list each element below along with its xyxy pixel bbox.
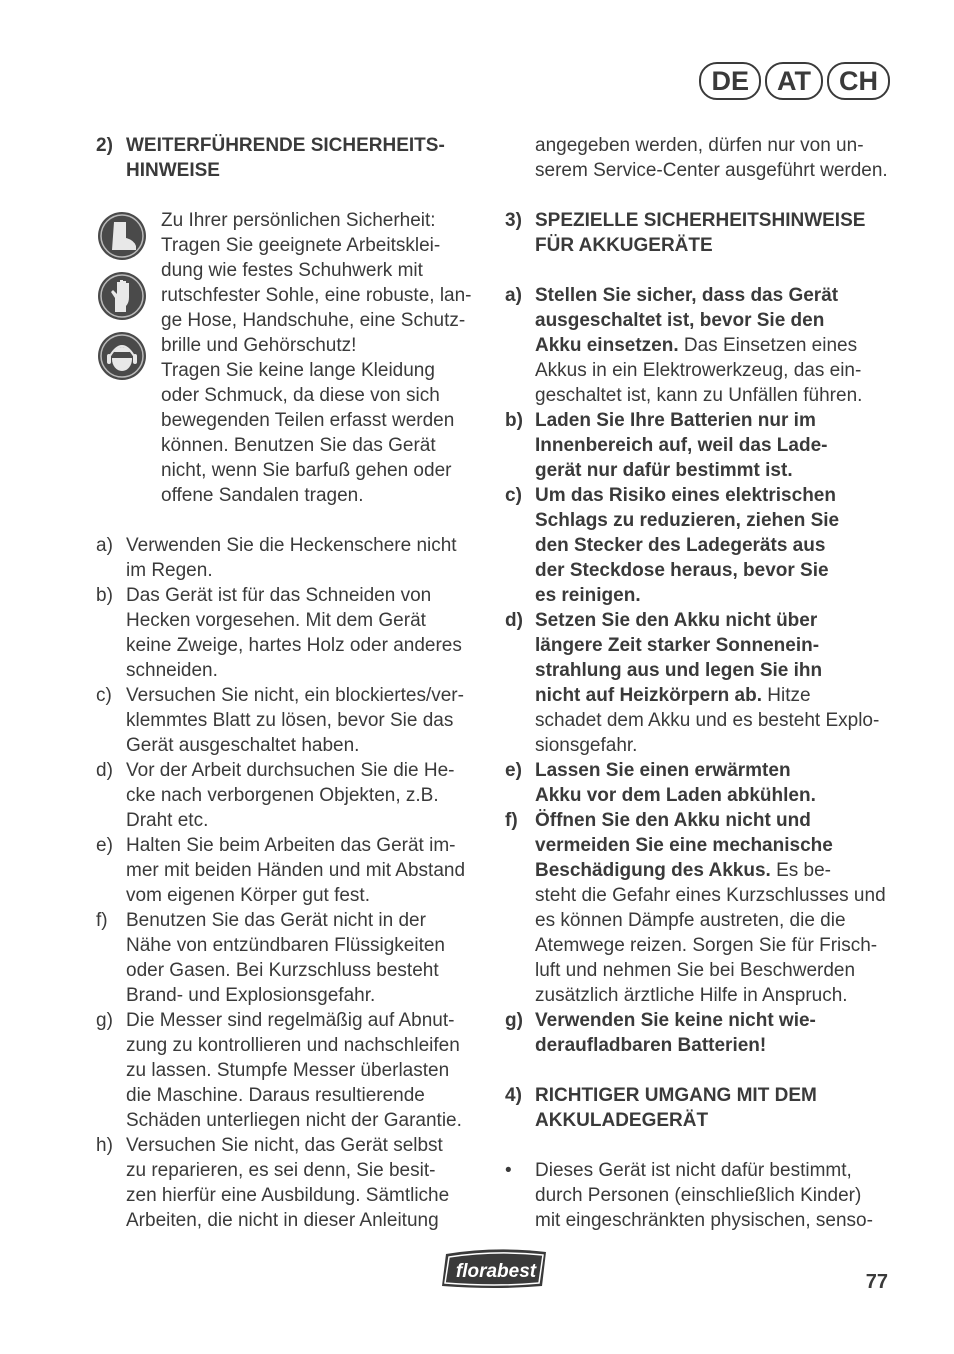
text-line: Halten Sie beim Arbeiten das Gerät im- [126, 835, 456, 856]
bold-line [535, 433, 895, 458]
text-line: angegeben werden, dürfen nur von un- [535, 135, 864, 156]
item-text [535, 808, 895, 1008]
text-line: serem Service-Center ausgeführt werden. [535, 160, 888, 181]
text-line: zu reparieren, es sei denn, Sie besit- [126, 1160, 436, 1181]
item-text [126, 583, 486, 683]
logo-text: florabest [455, 1261, 537, 1282]
text-line: Nähe von entzündbaren Flüssigkeiten [126, 935, 445, 956]
bold-text: Akku einsetzen. [535, 335, 679, 356]
list-item [505, 408, 895, 483]
text-line: Vor der Arbeit durchsuchen Sie die He- [126, 760, 455, 781]
bold-line [535, 1008, 895, 1033]
lang-badge-ch: CH [827, 62, 890, 100]
text-line: es können Dämpfe austreten, die die [535, 910, 846, 931]
text-line: mit eingeschränkten physischen, senso- [535, 1210, 873, 1231]
bold-text: gerät nur dafür bestimmt ist. [535, 460, 793, 481]
text-line: durch Personen (einschließlich Kinder) [535, 1185, 862, 1206]
item-text [126, 533, 486, 583]
bold-line [535, 558, 895, 583]
text-line: rutschfester Sohle, eine robuste, lan- [161, 285, 472, 306]
list-item [96, 683, 486, 758]
section-4-heading [505, 1083, 895, 1133]
item-text [535, 1008, 895, 1058]
item-marker: f) [96, 910, 108, 931]
text-line: oder Gasen. Bei Kurzschluss besteht [126, 960, 439, 981]
item-marker: b) [505, 410, 523, 431]
bold-text: es reinigen. [535, 585, 641, 606]
bold-text: nicht auf Heizkörpern ab. [535, 685, 762, 706]
section-title [535, 1083, 817, 1133]
bullet-marker: • [505, 1160, 512, 1181]
item-marker: d) [505, 610, 523, 631]
item-text [126, 833, 486, 908]
text-line: Brand- und Explosionsgefahr. [126, 985, 376, 1006]
language-badges [699, 62, 890, 100]
bold-text: Setzen Sie den Akku nicht über [535, 610, 818, 631]
list-item [96, 583, 486, 683]
inline-normal-text: Es be- [770, 860, 832, 881]
bold-text: Verwenden Sie keine nicht wie- [535, 1010, 816, 1031]
text-line: Die Messer sind regelmäßig auf Abnut- [126, 1010, 455, 1031]
text-line: schneiden. [126, 660, 218, 681]
bold-line [535, 408, 895, 433]
item-marker: d) [96, 760, 113, 781]
bold-line [535, 533, 895, 558]
item-text [535, 408, 895, 483]
item-marker: g) [96, 1010, 113, 1031]
bold-text: ausgeschaltet ist, bevor Sie den [535, 310, 825, 331]
bold-line [535, 833, 895, 858]
text-line: nicht, wenn Sie barfuß gehen oder [161, 460, 452, 481]
item-text [535, 608, 895, 758]
text-line: Versuchen Sie nicht, ein blockiertes/ver- [126, 685, 464, 706]
bold-line [535, 308, 895, 333]
lang-badge-at: AT [765, 62, 823, 100]
text-line: schadet dem Akku und es besteht Explo- [535, 710, 880, 731]
item-marker: g) [505, 1010, 523, 1031]
text-line: zusätzlich ärztliche Hilfe in Anspruch. [535, 985, 848, 1006]
item-text [126, 908, 486, 1008]
item-text [126, 758, 486, 833]
bold-line [535, 1033, 895, 1058]
list-item [505, 758, 895, 808]
text-line: mer mit beiden Händen und mit Abstand [126, 860, 466, 881]
list-item [96, 908, 486, 1008]
list-item [505, 283, 895, 408]
lang-badge-de: DE [699, 62, 761, 100]
text-line: Verwenden Sie die Heckenschere nicht [126, 535, 457, 556]
item-marker: b) [96, 585, 113, 606]
text-line: Draht etc. [126, 810, 209, 831]
text-line: luft und nehmen Sie bei Beschwerden [535, 960, 856, 981]
item-marker: a) [96, 535, 113, 556]
text-line: Das Gerät ist für das Schneiden von [126, 585, 432, 606]
item-marker: c) [505, 485, 522, 506]
text-line: im Regen. [126, 560, 213, 581]
florabest-logo [440, 1244, 552, 1297]
text-line: cke nach verborgenen Objekten, z.B. [126, 785, 439, 806]
bold-line [535, 758, 895, 783]
section-title: WEITERFÜHRENDE SICHERHEITS-HINWEISE [126, 135, 445, 181]
list-item [505, 1008, 895, 1058]
bold-text: Akku vor dem Laden abkühlen. [535, 785, 816, 806]
text-line: Hecken vorgesehen. Mit dem Gerät [126, 610, 426, 631]
text-line: FÜR AKKUGERÄTE [535, 235, 713, 256]
bold-text: der Steckdose heraus, bevor Sie [535, 560, 829, 581]
text-line: geschaltet ist, kann zu Unfällen führen. [535, 385, 863, 406]
text-line: zu lassen. Stumpfe Messer überlasten [126, 1060, 450, 1081]
section-number: 4) [505, 1085, 522, 1106]
ppe-block [96, 208, 486, 508]
bold-text: längere Zeit starker Sonnenein- [535, 635, 820, 656]
inline-normal-text: Hitze [761, 685, 811, 706]
item-marker: c) [96, 685, 112, 706]
bold-line [535, 783, 895, 808]
bold-text: Schlags zu reduzieren, ziehen Sie [535, 510, 840, 531]
bold-line [535, 483, 895, 508]
item-text [535, 283, 895, 408]
bold-line [535, 508, 895, 533]
item-text [535, 483, 895, 608]
text-line: Arbeiten, die nicht in dieser Anleitung [126, 1210, 439, 1231]
bold-line [535, 633, 895, 658]
bold-line [535, 608, 895, 633]
text-line: steht die Gefahr eines Kurzschlusses und [535, 885, 886, 906]
text-line: Tragen Sie geeignete Arbeitsklei- [161, 235, 441, 256]
text-line: die Maschine. Daraus resultierende [126, 1085, 425, 1106]
text-line: klemmtes Blatt zu lösen, bevor Sie das [126, 710, 454, 731]
bold-text: vermeiden Sie eine mechanische [535, 835, 833, 856]
right-list [505, 283, 895, 1058]
item-marker: a) [505, 285, 522, 306]
list-item [505, 608, 895, 758]
bold-text: Beschädigung des Akkus. [535, 860, 771, 881]
bold-line [535, 283, 895, 308]
bold-text: Um das Risiko eines elektrischen [535, 485, 836, 506]
list-item [96, 1008, 486, 1133]
bold-line [535, 333, 895, 358]
item-marker: e) [96, 835, 113, 856]
bold-text: Innenbereich auf, weil das Lade- [535, 435, 828, 456]
text-line: AKKULADEGERÄT [535, 1110, 709, 1131]
item-marker: e) [505, 760, 522, 781]
bold-line [535, 808, 895, 833]
text-line: sionsgefahr. [535, 735, 638, 756]
text-line: oder Schmuck, da diese von sich [161, 385, 440, 406]
right-column [505, 133, 895, 1233]
text-line: zung zu kontrollieren und nachschleifen [126, 1035, 460, 1056]
left-list [96, 533, 486, 1233]
bold-text: Öffnen Sie den Akku nicht und [535, 810, 811, 831]
text-line: Gerät ausgeschaltet haben. [126, 735, 360, 756]
bold-line [535, 458, 895, 483]
text-line: bewegenden Teilen erfasst werden [161, 410, 455, 431]
bold-text: Laden Sie Ihre Batterien nur im [535, 410, 816, 431]
text-line: Tragen Sie keine lange Kleidung [161, 360, 435, 381]
continuation-text [535, 133, 895, 183]
text-line: brille und Gehörschutz! [161, 335, 357, 356]
item-text [535, 758, 895, 808]
bold-line [535, 858, 895, 883]
text-line: ge Hose, Handschuhe, eine Schutz- [161, 310, 466, 331]
bold-text: Stellen Sie sicher, dass das Gerät [535, 285, 839, 306]
bold-line [535, 683, 895, 708]
list-item [96, 833, 486, 908]
bullet-item [505, 1158, 895, 1233]
section-title [535, 208, 865, 258]
bold-line [535, 658, 895, 683]
list-item [505, 483, 895, 608]
text-line: Zu Ihrer persönlichen Sicherheit: [161, 210, 436, 231]
text-line: Atemwege reizen. Sorgen Sie für Frisch- [535, 935, 878, 956]
bold-line [535, 583, 895, 608]
list-item [96, 1133, 486, 1233]
bold-text: Lassen Sie einen erwärmten [535, 760, 791, 781]
text-line: Schäden unterliegen nicht der Garantie. [126, 1110, 462, 1131]
ppe-icons [96, 208, 161, 508]
list-item [505, 808, 895, 1008]
item-marker: h) [96, 1135, 113, 1156]
section-2-heading [96, 133, 486, 183]
list-item [96, 533, 486, 583]
ppe-text [161, 208, 486, 508]
text-line: vom eigenen Körper gut fest. [126, 885, 370, 906]
section-3-heading [505, 208, 895, 258]
page-number: 77 [865, 1271, 888, 1293]
text-line: dung wie festes Schuhwerk mit [161, 260, 423, 281]
left-column [96, 133, 486, 1233]
text-line: zen hierfür eine Ausbildung. Sämtliche [126, 1185, 450, 1206]
protective-glove-icon [96, 270, 148, 322]
text-line: können. Benutzen Sie das Gerät [161, 435, 436, 456]
text-line: Akkus in ein Elektrowerkzeug, das ein- [535, 360, 862, 381]
section-number: 2) [96, 135, 113, 156]
item-text [126, 683, 486, 758]
text-line: keine Zweige, hartes Holz oder anderes [126, 635, 462, 656]
text-line: Benutzen Sie das Gerät nicht in der [126, 910, 426, 931]
bold-text: den Stecker des Ladegeräts aus [535, 535, 826, 556]
text-line: Dieses Gerät ist nicht dafür bestimmt, [535, 1160, 852, 1181]
section-number: 3) [505, 210, 522, 231]
text-line: offene Sandalen tragen. [161, 485, 364, 506]
inline-normal-text: Das Einsetzen eines [678, 335, 858, 356]
item-text [126, 1133, 486, 1233]
list-item [96, 758, 486, 833]
item-text [126, 1008, 486, 1133]
text-line: Versuchen Sie nicht, das Gerät selbst [126, 1135, 443, 1156]
goggles-earmuffs-icon [96, 330, 148, 382]
text-line: RICHTIGER UMGANG MIT DEM [535, 1085, 817, 1106]
item-marker: f) [505, 810, 518, 831]
safety-boot-icon [96, 210, 148, 262]
bold-text: deraufladbaren Batterien! [535, 1035, 767, 1056]
text-line: SPEZIELLE SICHERHEITSHINWEISE [535, 210, 866, 231]
bold-text: strahlung aus und legen Sie ihn [535, 660, 823, 681]
